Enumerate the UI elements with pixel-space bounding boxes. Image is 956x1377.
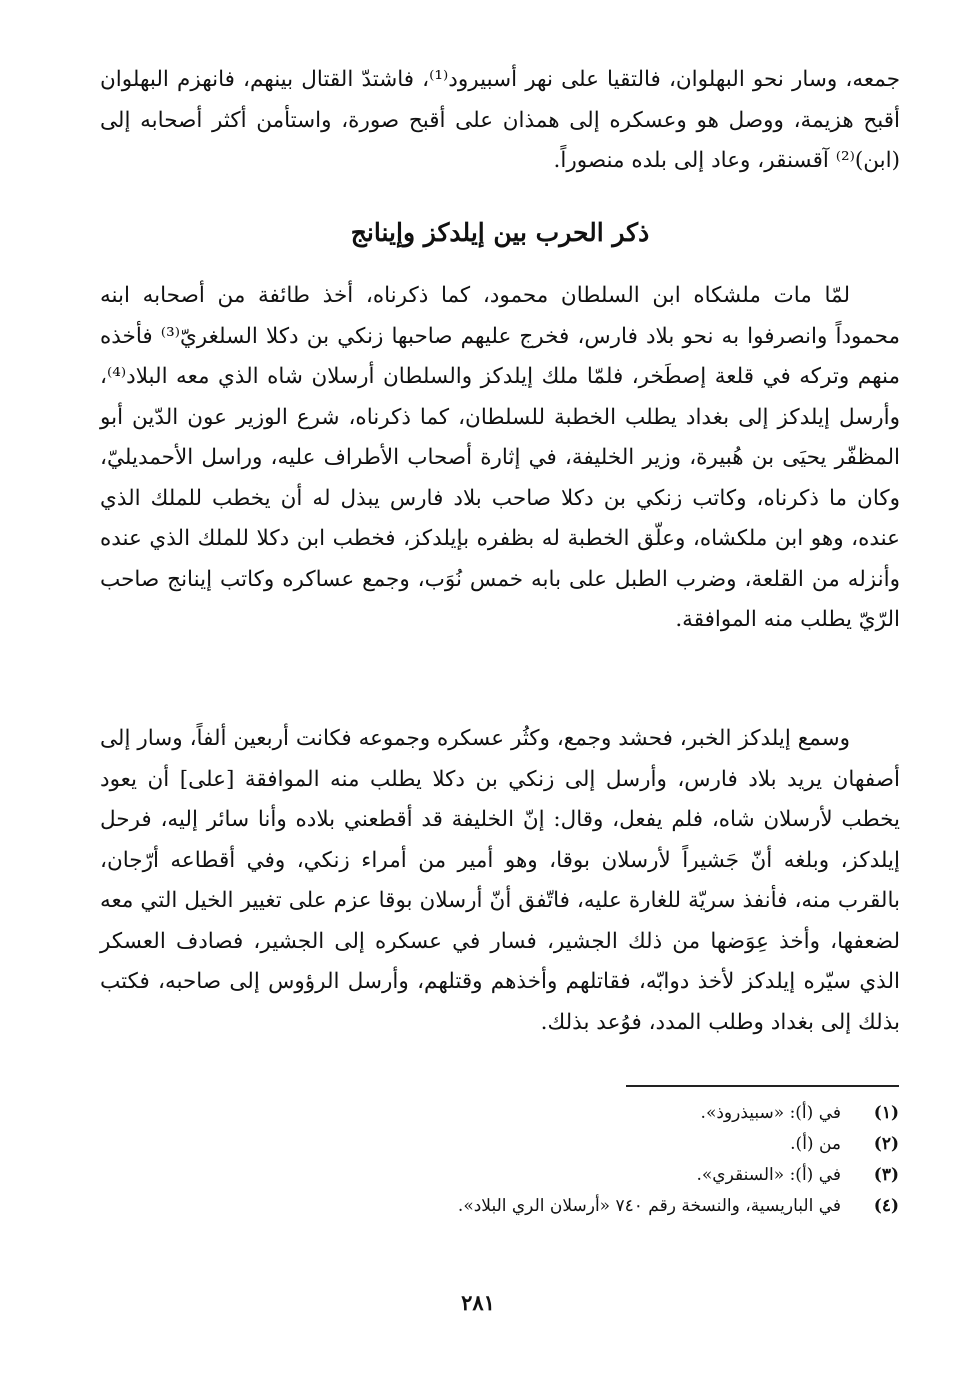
footnote-1 xyxy=(299,1098,899,1129)
footnote-3 xyxy=(299,1160,899,1191)
footnote-number: (٣) xyxy=(873,1165,899,1185)
footnotes xyxy=(299,1098,899,1222)
footnote-text: في (أ): «سبيذروذ». xyxy=(700,1103,841,1123)
footnote-number: (٢) xyxy=(873,1134,899,1154)
footnote-text: من (أ). xyxy=(790,1134,841,1154)
paragraph-text: لمّا مات ملشكاه ابن السلطان محمود، كما ذكرناه، أخذ طائفة من أصحابه ابنه محموداً وانصرفوا به نحو بلاد فارس، فخرج عليهم صاحبها زنكي بن دكلا السلغريّ⁽³⁾ فأخذه منهم وتركه في قلعة إصطَخر، فلمّا ملك إيلدكز والسلطان أرسلان شاه الذي معه البلاد⁽⁴⁾، وأرسل إيلدكز إلى بغداد يطلب الخطبة للسلطان، كما ذكرناه، شرع الوزير عون الدّين أبو المظفّر يحيَى بن هُبيرة، وزير الخليفة، في إثارة أصحاب الأطراف عليه، وراسل الأحمديليّ، وكان ما ذكرناه، وكاتب زنكي بن دكلا صاحب بلاد فارس يبذل له أن يخطب للملك الذي عنده، وهو ابن ملكشاه، وعلّق الخطبة له بظفره بإيلدكز، فخطب ابن دكلا للملك الذي عنده وأنزله من القلعة، وضرب الطبل على بابه خمس نُوَب، وجمع عساكره وكاتب إينانج صاحب الرّيّ يطلب منه الموافقة. xyxy=(100,283,900,632)
page-number: ٢٨١ xyxy=(461,1290,495,1315)
paragraph-1 xyxy=(100,276,900,641)
footnote-text: في (أ): «السنقري». xyxy=(696,1165,841,1185)
paragraph-text: جمعه، وسار نحو البهلوان، فالتقيا على نهر أسبيرود⁽¹⁾، فاشتدّ القتال بينهم، فانهزم البهلوان أقبح هزيمة، ووصل هو وعسكره إلى همذان على أقبح صورة، واستأمن أكثر أصحابه إلى (ابن)⁽²⁾ آقسنقر، وعاد إلى بلده منصوراً. xyxy=(100,67,900,173)
paragraph-2 xyxy=(100,719,900,1043)
footnote-2 xyxy=(299,1129,899,1160)
section-heading: ذكر الحرب بين إيلدكز وإينانج xyxy=(350,218,650,247)
paragraph-text: وسمع إيلدكز الخبر، فحشد وجمع، وكثُر عسكره وجموعه فكانت أربعين ألفاً، وسار إلى أصفهان يريد بلاد فارس، وأرسل إلى زنكي بن دكلا يطلب منه الموافقة [على] أن يعود يخطب لأرسلان شاه، فلم يفعل، وقال: إنّ الخليفة قد أقطعني بلاده وأنا سائر إليه، فرحل إيلدكز، وبلغه أنّ جَشيراً لأرسلان بوقا، وهو أمير من أمراء زنكي، وفي أقطاعه أرّجان، بالقرب منه، فأنفذ سريّة للغارة عليه، فاتّفق أنّ أرسلان بوقا عزم على تغيير الخيل التي معه لضعفها، وأخذ عِوَضها من ذلك الجشير، فسار في عسكره إلى الجشير، فصادف العسكر الذي سيّره إيلدكز لأخذ دوابّه، فقاتلهم وأخذهم وقتلهم، وأرسل الرؤوس إلى صاحبه، فكتب بذلك إلى بغداد وطلب المدد، فوُعد بذلك. xyxy=(100,726,900,1035)
footnote-number: (١) xyxy=(873,1103,899,1123)
footnote-number: (٤) xyxy=(873,1196,899,1216)
paragraph-continuation xyxy=(100,60,900,182)
footnote-4 xyxy=(299,1191,899,1222)
footnote-separator xyxy=(626,1085,899,1087)
footnote-text: في الباريسية، والنسخة رقم ٧٤٠ «أرسلان الري البلاد». xyxy=(457,1196,841,1216)
